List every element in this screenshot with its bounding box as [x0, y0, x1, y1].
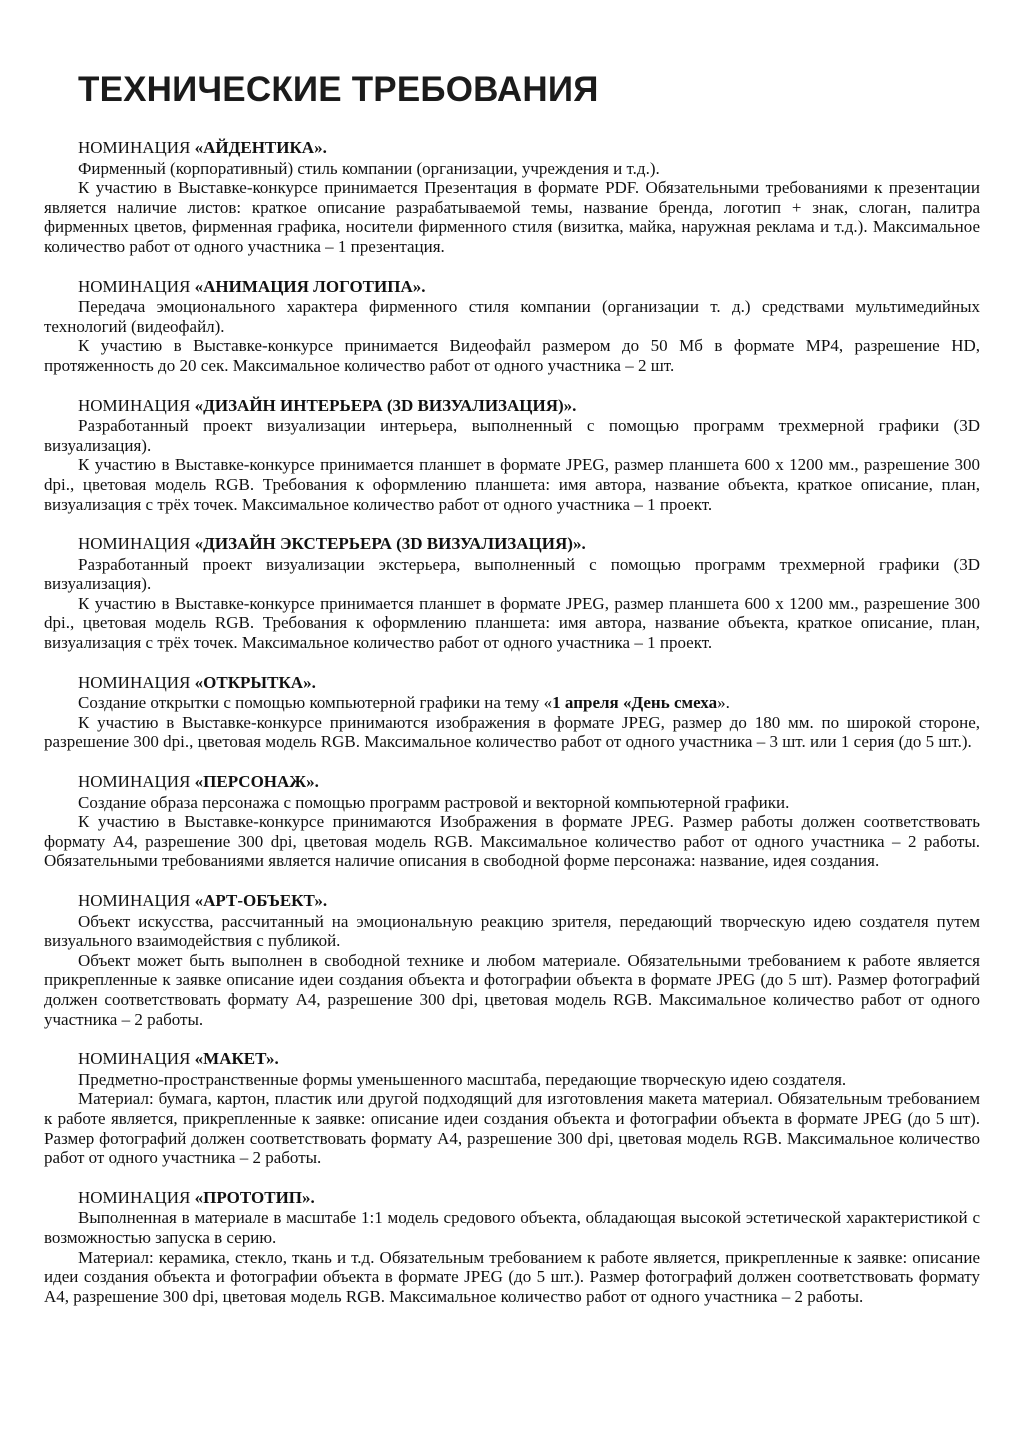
nomination-section	[44, 673, 980, 752]
nomination-name: «АРТ-ОБЪЕКТ».	[194, 891, 328, 910]
nomination-label: НОМИНАЦИЯ	[78, 534, 195, 554]
nomination-label: НОМИНАЦИЯ	[78, 395, 195, 415]
paragraph: Создание открытки с помощью компьютерной графики на тему «1 апреля «День смеха».	[78, 693, 730, 713]
nomination-section	[44, 891, 980, 1029]
nomination-heading	[44, 396, 980, 416]
paragraph: Передача эмоционального характера фирменного стиля компании (организации т. д.) средствами мультимедийных технологий (видеофайл).	[44, 297, 980, 336]
nomination-label: НОМИНАЦИЯ	[78, 891, 195, 910]
nomination-section	[44, 396, 980, 515]
paragraph: Объект искусства, рассчитанный на эмоциональную реакцию зрителя, передающий творческую идею создателя путем визуального взаимодействия с публикой.	[44, 911, 980, 951]
paragraph: К участию в Выставке-конкурсе принимается Видеофайл размером до 50 Мб в формате MP4, разрешение HD, протяженность до 20 сек. Максимальное количество работ от одного участника – 2 шт.	[44, 336, 980, 375]
document-page	[44, 68, 980, 1326]
nomination-label: НОМИНАЦИЯ	[78, 138, 195, 157]
paragraph: К участию в Выставке-конкурсе принимается планшет в формате JPEG, размер планшета 600 х 1200 мм., разрешение 300 dpi., цветовая модель RGB. Требования к оформлению планшета: имя автора, название объекта, краткое описание, план, визуализация с трёх точек. Максимальное количество работ от одного участника – 1 проект.	[44, 593, 980, 653]
paragraph: Предметно-пространственные формы уменьшенного масштаба, передающие творческую идею создателя.	[78, 1069, 847, 1089]
paragraph: Материал: бумага, картон, пластик или другой подходящий для изготовления макета материал. Обязательным требованием к работе является, прикрепленные к заявке: описание идеи создания объекта и фотографии объекта в формате JPEG (до 5 шт). Размер фотографий должен соответствовать формату А4, разрешение 300 dpi, цветовая модель RGB. Максимальное количество работ от одного участника – 2 работы.	[44, 1089, 980, 1168]
paragraph: К участию в Выставке-конкурсе принимаются изображения в формате JPEG, размер до 180 мм. по широкой стороне, разрешение 300 dpi., цветовая модель RGB. Максимальное количество работ от одного участника – 3 шт. или 1 серия (до 5 шт.).	[44, 712, 980, 752]
nomination-name: «ПЕРСОНАЖ».	[194, 772, 319, 792]
nomination-name: «ДИЗАЙН ЭКСТЕРЬЕРА (3D ВИЗУАЛИЗАЦИЯ)».	[194, 534, 586, 554]
nomination-heading	[44, 534, 980, 554]
paragraph: Материал: керамика, стекло, ткань и т.д. Обязательным требованием к работе является, прикрепленные к заявке: описание идеи создания объекта и фотографии объекта в формате JPEG (до 5 шт.). Размер фотографий должен соответствовать формату А4, разрешение 300 dpi, цветовая модель RGB. Максимальное количество работ от одного участника – 2 работы.	[44, 1247, 980, 1306]
nomination-section	[44, 534, 980, 653]
paragraph: К участию в Выставке-конкурсе принимаются Изображения в формате JPEG. Размер работы должен соответствовать формату А4, разрешение 300 dpi, цветовая модель RGB. Максимальное количество работ от одного участника – 2 работы. Обязательными требованиями является наличие описания в свободной форме персонажа: название, идея создания.	[44, 812, 980, 871]
nomination-name: «АЙДЕНТИКА».	[194, 138, 327, 157]
paragraph: Фирменный (корпоративный) стиль компании (организации, учреждения и т.д.).	[78, 158, 660, 178]
paragraph: Разработанный проект визуализации интерьера, выполненный с помощью программ трехмерной графики (3D визуализация).	[44, 416, 980, 455]
nomination-heading	[44, 138, 980, 158]
nomination-section	[44, 1188, 980, 1307]
nomination-heading	[44, 772, 980, 792]
nomination-heading	[44, 891, 980, 911]
nomination-heading	[44, 277, 980, 297]
nomination-name: «ОТКРЫТКА».	[194, 672, 316, 692]
nomination-section	[44, 1049, 980, 1168]
nomination-name: «ДИЗАЙН ИНТЕРЬЕРА (3D ВИЗУАЛИЗАЦИЯ)».	[194, 395, 577, 415]
nomination-section	[44, 772, 980, 871]
page-title: ТЕХНИЧЕСКИЕ ТРЕБОВАНИЯ	[78, 70, 599, 109]
paragraph: К участию в Выставке-конкурсе принимается Презентация в формате PDF. Обязательными требованиями к презентации является наличие листов: краткое описание разрабатываемой темы, название бренда, логотип + знак, слоган, палитра фирменных цветов, фирменная графика, носители фирменного стиля (визитка, майка, наружная реклама и т.д.). Максимальное количество работ от одного участника – 1 презентация.	[44, 178, 980, 256]
nomination-name: «ПРОТОТИП».	[194, 1187, 315, 1207]
nomination-label: НОМИНАЦИЯ	[78, 1049, 195, 1069]
paragraph: Объект может быть выполнен в свободной технике и любом материале. Обязательными требованием к работе является прикрепленные к заявке описание идеи создания объекта и фотографии объекта в формате JPEG (до 5 шт). Размер фотографий должен соответствовать формату А4, разрешение 300 dpi, цветовая модель RGB. Максимальное количество работ от одного участника – 2 работы.	[44, 950, 980, 1029]
nomination-heading	[44, 1188, 980, 1208]
nomination-label: НОМИНАЦИЯ	[78, 672, 195, 692]
nomination-label: НОМИНАЦИЯ	[78, 772, 195, 792]
paragraph: Выполненная в материале в масштабе 1:1 модель средового объекта, обладающая высокой эстетической характеристикой с возможностью запуска в серию.	[44, 1208, 980, 1247]
nomination-heading	[44, 673, 980, 693]
paragraph: Разработанный проект визуализации экстерьера, выполненный с помощью программ трехмерной графики (3D визуализация).	[44, 554, 980, 594]
nomination-name: «АНИМАЦИЯ ЛОГОТИПА».	[194, 276, 426, 296]
paragraph: Создание образа персонажа с помощью программ растровой и векторной компьютерной графики.	[78, 792, 790, 812]
nomination-heading	[44, 1049, 980, 1069]
nomination-label: НОМИНАЦИЯ	[78, 1187, 195, 1207]
nomination-section	[44, 277, 980, 376]
paragraph: К участию в Выставке-конкурсе принимается планшет в формате JPEG, размер планшета 600 х 1200 мм., разрешение 300 dpi., цветовая модель RGB. Требования к оформлению планшета: имя автора, название объекта, краткое описание, план, визуализация с трёх точек. Максимальное количество работ от одного участника – 1 проект.	[44, 455, 980, 514]
nomination-section	[44, 138, 980, 257]
nomination-label: НОМИНАЦИЯ	[78, 276, 195, 296]
nomination-name: «МАКЕТ».	[194, 1049, 279, 1069]
